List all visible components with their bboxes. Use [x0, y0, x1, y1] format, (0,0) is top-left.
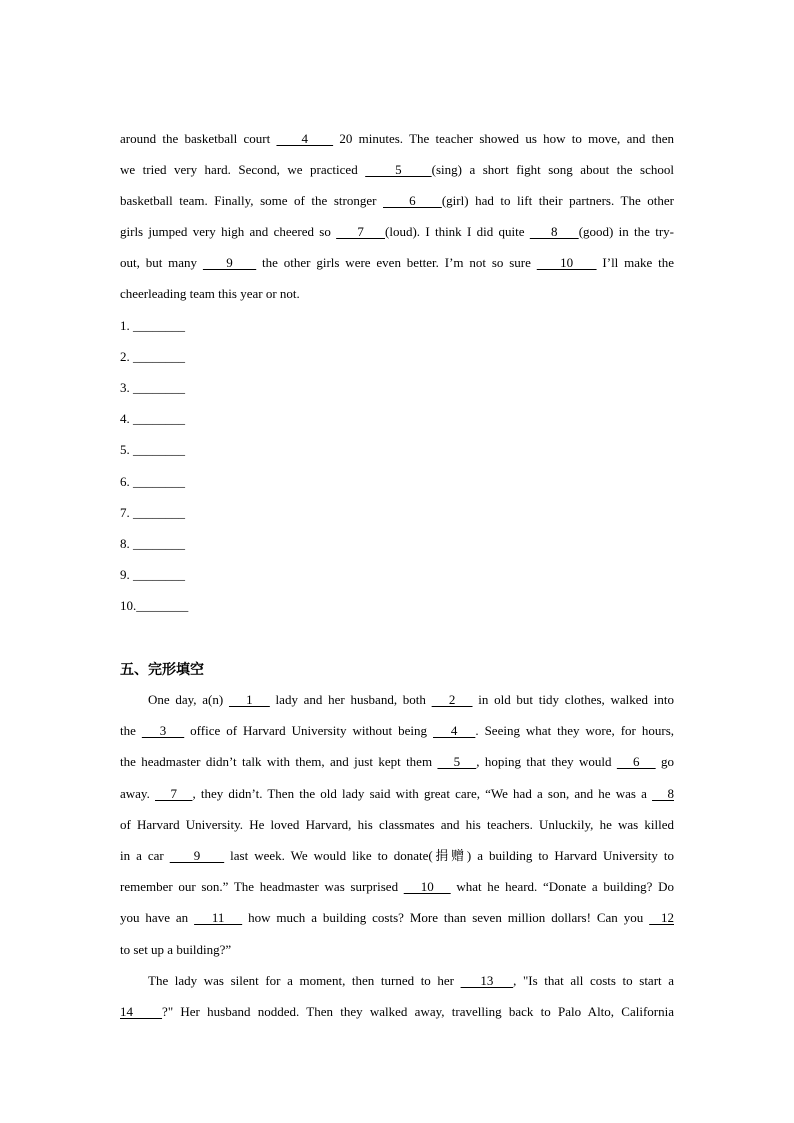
answer-blank[interactable]: ________ — [133, 318, 185, 333]
passage-2-line — [120, 846, 674, 866]
blank-6: 6 — [616, 754, 656, 769]
text: lady and her husband, both — [269, 692, 432, 707]
text: remember our son.” The headmaster was surprised — [120, 879, 404, 894]
answer-blank[interactable]: ________ — [133, 505, 185, 520]
answer-blank[interactable]: ________ — [133, 474, 185, 489]
text: out, but many — [120, 255, 203, 270]
passage-2-line — [120, 877, 674, 897]
text: (sing) a short fight song about the school — [431, 162, 674, 177]
text: in a car — [120, 848, 170, 863]
blank-10: 10 — [403, 879, 451, 894]
blank-7: 7 — [155, 786, 193, 801]
blank-3: 3 — [141, 723, 185, 738]
blank-4: 4 — [433, 723, 476, 738]
answer-line[interactable] — [120, 409, 185, 429]
text: cheerleading team this year or not. — [120, 286, 300, 301]
answer-blank[interactable]: ________ — [133, 442, 185, 457]
blank-9: 9 — [202, 255, 257, 270]
text: how much a building costs? More than seven million dollars! Can you — [242, 910, 650, 925]
text: One day, a(n) — [148, 692, 229, 707]
text: , they didn’t. Then the old lady said with great care, “We had a son, and he was a — [192, 786, 653, 801]
answer-blank[interactable]: ________ — [133, 380, 185, 395]
text: go — [655, 754, 674, 769]
text: girls jumped very high and cheered so — [120, 224, 337, 239]
text: (loud). I think I did quite — [385, 224, 530, 239]
passage-1-line — [120, 222, 674, 242]
text: basketball team. Finally, some of the stronger — [120, 193, 383, 208]
text: what he heard. “Donate a building? Do — [450, 879, 674, 894]
answer-number: 6. — [120, 474, 130, 489]
blank-14: 14 — [120, 1004, 133, 1019]
answer-blank[interactable]: ________ — [133, 411, 185, 426]
text: in old but tidy clothes, walked into — [472, 692, 674, 707]
text: office of Harvard University without being — [184, 723, 433, 738]
text: I’ll make the — [596, 255, 674, 270]
blank-8: 8 — [529, 224, 579, 239]
answer-number: 4. — [120, 411, 130, 426]
blank-4: 4 — [276, 131, 334, 146]
answer-blank[interactable]: ________ — [133, 349, 185, 364]
text: ?" Her husband nodded. Then they walked away, travelling back to Palo Alto, California — [162, 1004, 674, 1019]
blank-9: 9 — [169, 848, 225, 863]
text: around the basketball court — [120, 131, 277, 146]
answer-line[interactable] — [120, 316, 185, 336]
blank-2: 2 — [431, 692, 473, 707]
passage-2-line — [148, 971, 674, 991]
text: the headmaster didn’t talk with them, and just kept them — [120, 754, 438, 769]
text: (girl) had to lift their partners. The other — [441, 193, 674, 208]
passage-2-line — [120, 721, 674, 741]
answer-number: 10. — [120, 598, 137, 613]
text: (good) in the try- — [578, 224, 674, 239]
passage-1-line — [120, 160, 674, 180]
passage-1-line — [120, 284, 674, 304]
text: , "Is that all costs to start a — [513, 973, 674, 988]
text: the other girls were even better. I’m not so sure — [256, 255, 537, 270]
passage-1-line — [120, 129, 674, 149]
text: . Seeing what they wore, for hours, — [475, 723, 674, 738]
answer-blank[interactable]: ________ — [133, 567, 185, 582]
passage-2-line — [120, 908, 674, 928]
answer-number: 2. — [120, 349, 130, 364]
answer-line[interactable] — [120, 534, 185, 554]
answer-line[interactable] — [120, 596, 188, 616]
answer-blank[interactable]: ________ — [136, 598, 189, 613]
text: of Harvard University. He loved Harvard, his classmates and his teachers. Unluckily, he was killed — [120, 817, 674, 832]
text: , hoping that they would — [476, 754, 617, 769]
answer-number: 8. — [120, 536, 130, 551]
passage-2-line — [120, 940, 674, 960]
answer-line[interactable] — [120, 472, 185, 492]
passage-2-line — [120, 752, 674, 772]
text: you have an — [120, 910, 195, 925]
blank-5: 5 — [365, 162, 432, 177]
passage-1-line — [120, 253, 674, 273]
blank-1: 1 — [228, 692, 270, 707]
text: The lady was silent for a moment, then turned to her — [148, 973, 461, 988]
answer-number: 5. — [120, 442, 130, 457]
answer-line[interactable] — [120, 347, 185, 367]
blank-11: 11 — [194, 910, 243, 925]
answer-line[interactable] — [120, 503, 185, 523]
answer-line[interactable] — [120, 440, 185, 460]
blank-14-underline — [133, 1004, 162, 1019]
answer-blank[interactable]: ________ — [133, 536, 185, 551]
answer-number: 1. — [120, 318, 130, 333]
blank-6: 6 — [383, 193, 442, 208]
answer-number: 9. — [120, 567, 130, 582]
answer-line[interactable] — [120, 378, 185, 398]
blank-8: 8 — [652, 786, 674, 801]
blank-10: 10 — [536, 255, 597, 270]
passage-1-line — [120, 191, 674, 211]
text: to set up a building?” — [120, 942, 232, 957]
passage-2-line — [148, 690, 674, 710]
text: the — [120, 723, 142, 738]
answer-number: 3. — [120, 380, 130, 395]
blank-7: 7 — [336, 224, 386, 239]
text: away. — [120, 786, 155, 801]
section-heading: 五、完形填空 — [120, 662, 204, 678]
text: we tried very hard. Second, we practiced — [120, 162, 366, 177]
blank-5: 5 — [437, 754, 477, 769]
blank-12: 12 — [649, 910, 674, 925]
passage-2-line — [120, 815, 674, 835]
blank-13: 13 — [460, 973, 514, 988]
answer-number: 7. — [120, 505, 130, 520]
passage-2-line — [120, 784, 674, 804]
answer-line[interactable] — [120, 565, 185, 585]
text: 20 minutes. The teacher showed us how to move, and then — [333, 131, 674, 146]
passage-2-line — [120, 1002, 674, 1022]
text: last week. We would like to donate(捐赠) a building to Harvard University to — [224, 848, 674, 863]
